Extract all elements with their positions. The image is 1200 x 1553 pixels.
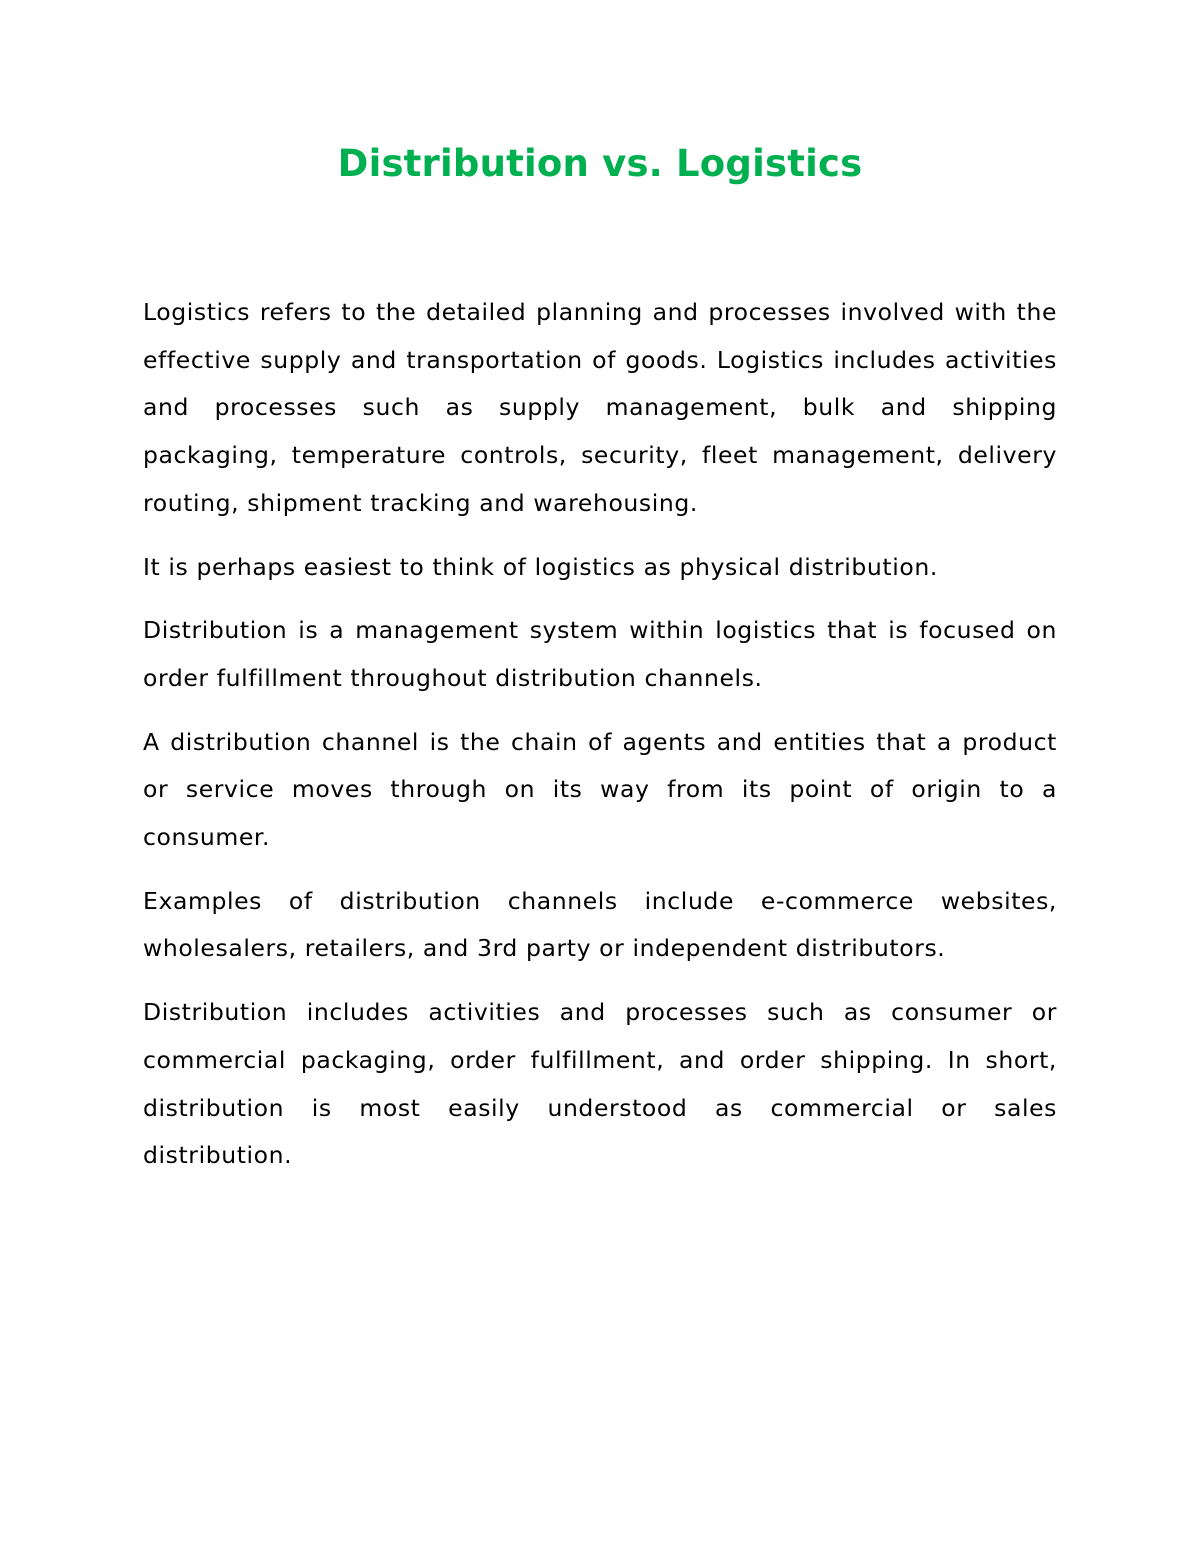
paragraph-logistics-definition: Logistics refers to the detailed planning and processes involved with the effective supply and transportation of goods. Logistics includes activities and processes such as supply management, bulk and shipping packaging, temperature controls, security, fleet management, delivery routing, shipment tracking and warehousing. <box>143 298 1057 517</box>
paragraph-distribution-definition: Distribution is a management system within logistics that is focused on order fulfillment throughout distribution channels. <box>143 616 1057 692</box>
paragraph-distribution-activities: Distribution includes activities and processes such as consumer or commercial packaging, order fulfillment, and order shipping. In short, distribution is most easily understood as commercial or sales distribution. <box>143 998 1057 1170</box>
paragraph-channel-examples: Examples of distribution channels include e-commerce websites, wholesalers, retailers, and 3rd party or independent distributors. <box>143 886 1057 963</box>
document-body <box>143 289 1057 1196</box>
paragraph-physical-distribution: It is perhaps easiest to think of logistics as physical distribution. <box>143 552 938 581</box>
paragraph-distribution-channel: A distribution channel is the chain of agents and entities that a product or service moves through on its way from its point of origin to a consumer. <box>143 727 1057 852</box>
document-title: Distribution vs. Logistics <box>337 142 863 185</box>
